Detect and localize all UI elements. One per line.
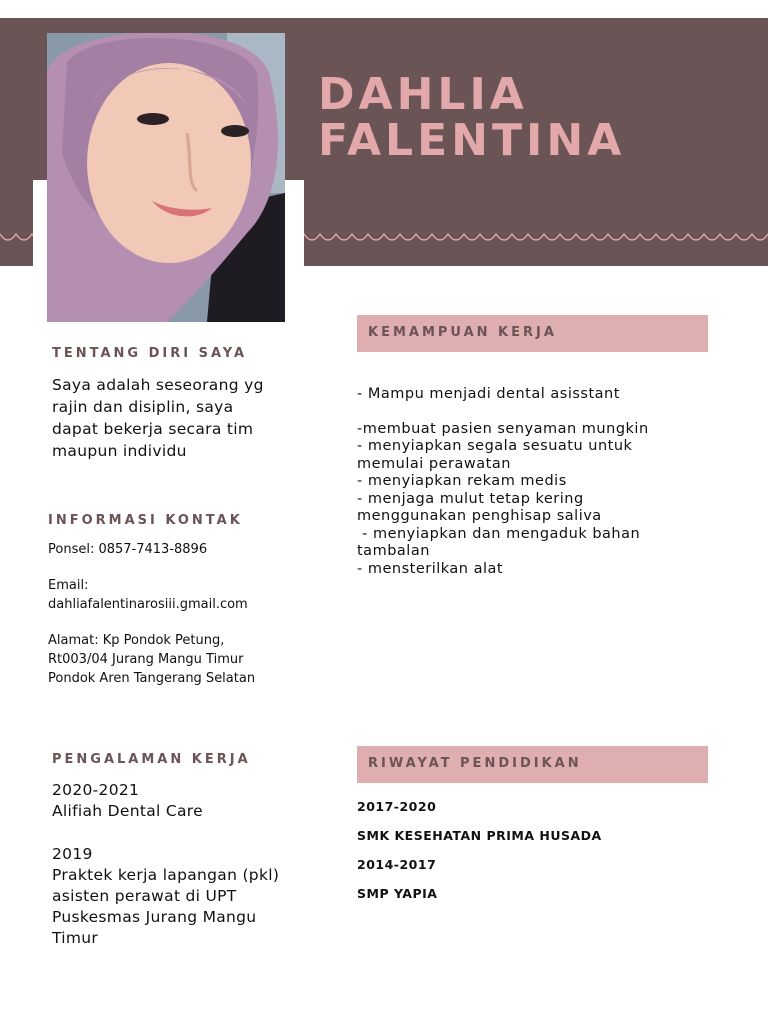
skill-item: - menyiapkan dan mengaduk bahan: [357, 525, 641, 542]
full-name: [318, 69, 626, 166]
contact-address-1: Alamat: Kp Pondok Petung,: [48, 633, 225, 648]
name-line-2: FALENTINA: [318, 115, 626, 166]
education-heading-bar: [357, 746, 708, 783]
skill-item: memulai perawatan: [357, 455, 511, 472]
contact-address-3: Pondok Aren Tangerang Selatan: [48, 671, 256, 686]
skill-item: menggunakan penghisap saliva: [357, 508, 602, 524]
experience-line-5: Praktek kerja lapangan (pkl): [52, 866, 280, 884]
skill-item: - menyiapkan rekam medis: [357, 473, 567, 489]
skill-item: - menjaga mulut tetap kering: [357, 490, 584, 507]
skill-item: - Mampu menjadi dental asisstant: [357, 386, 620, 402]
about-line-2: rajin dan disiplin, saya: [52, 398, 234, 416]
contact-phone: Ponsel: 0857-7413-8896: [48, 542, 208, 557]
skill-item: -membuat pasien senyaman mungkin: [357, 420, 649, 437]
skills-heading-bar: [357, 315, 708, 352]
skill-item: tambalan: [357, 543, 430, 559]
skill-item: - mensterilkan alat: [357, 560, 504, 577]
education-entry-2: SMK KESEHATAN PRIMA HUSADA: [357, 828, 602, 843]
education-entry-1: 2017-2020: [357, 799, 437, 814]
contact-email: dahliafalentinarosiii.gmail.com: [48, 597, 248, 612]
experience-line-6: asisten perawat di UPT: [52, 887, 237, 905]
experience-line-8: Timur: [52, 929, 99, 947]
education-entry-4: SMP YAPIA: [357, 886, 438, 901]
experience-line-2: Alifiah Dental Care: [52, 802, 203, 820]
about-line-4: maupun individu: [52, 442, 187, 460]
profile-photo: [47, 33, 285, 322]
contact-address-2: Rt003/04 Jurang Mangu Timur: [48, 652, 244, 667]
education-entry-3: 2014-2017: [357, 857, 437, 872]
experience-line-7: Puskesmas Jurang Mangu: [52, 908, 257, 926]
experience-line-1: 2020-2021: [52, 781, 140, 799]
contact-heading: INFORMASI KONTAK: [48, 513, 243, 528]
about-line-3: dapat bekerja secara tim: [52, 420, 254, 438]
skill-item: - menyiapkan segala sesuatu untuk: [357, 438, 633, 454]
about-heading: TENTANG DIRI SAYA: [52, 346, 248, 361]
contact-email-label: Email:: [48, 578, 89, 593]
about-line-1: Saya adalah seseorang yg: [52, 376, 264, 394]
experience-heading: PENGALAMAN KERJA: [52, 752, 251, 767]
name-line-1: DAHLIA: [318, 69, 528, 120]
skills-list: [357, 386, 717, 578]
skills-heading: KEMAMPUAN KERJA: [368, 325, 557, 340]
experience-line-4: 2019: [52, 845, 93, 863]
education-heading: RIWAYAT PENDIDIKAN: [368, 756, 582, 771]
